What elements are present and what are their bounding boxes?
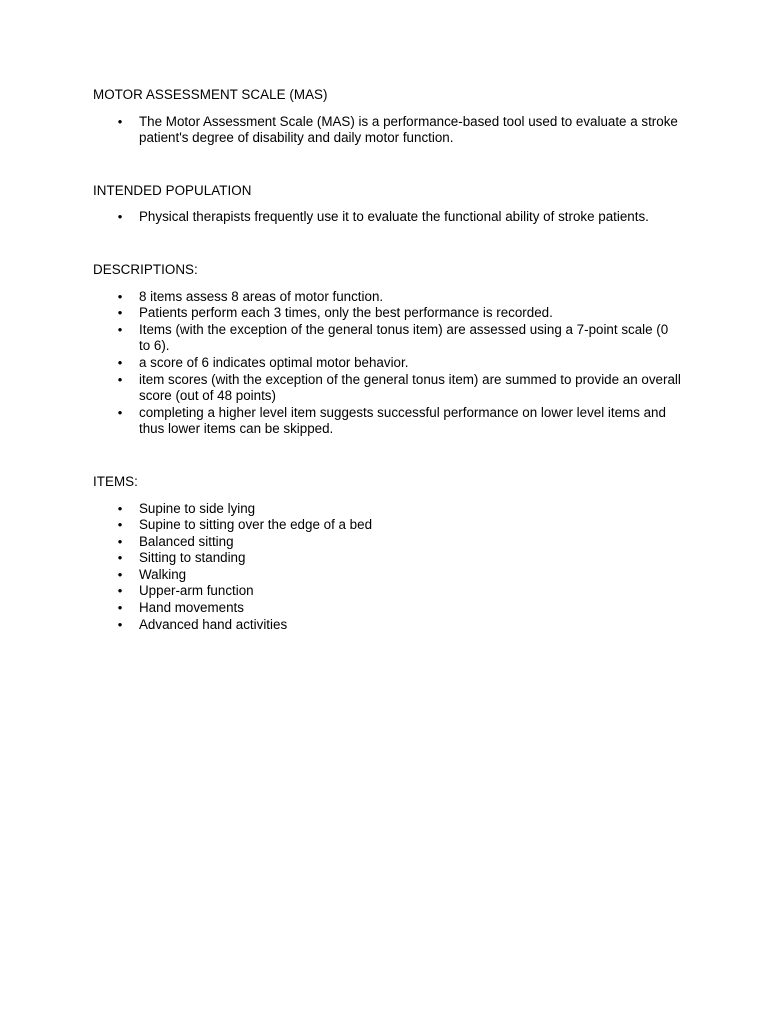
list-item — [93, 567, 683, 584]
list-item-text: Items (with the exception of the general tonus item) are assessed using a 7-point scale (0 to 6). — [139, 321, 669, 354]
section-spacer — [93, 226, 683, 262]
section-mas — [93, 87, 683, 147]
section-heading: DESCRIPTIONS: — [93, 261, 198, 277]
list-item — [93, 322, 683, 355]
bullet-icon: • — [117, 566, 123, 582]
list-item-text: Balanced sitting — [139, 533, 234, 549]
list-item — [93, 372, 683, 405]
list-item — [93, 405, 683, 438]
section-intended-population — [93, 183, 683, 226]
list-item — [93, 501, 683, 518]
list-item-text: Walking — [139, 566, 187, 582]
list-item-text: The Motor Assessment Scale (MAS) is a performance-based tool used to evaluate a stroke patient's degree of disability and daily motor function. — [139, 113, 678, 146]
bullet-icon: • — [117, 500, 123, 516]
section-heading: ITEMS: — [93, 473, 138, 489]
list-item-text: Hand movements — [139, 600, 244, 616]
bullet-icon: • — [117, 517, 123, 533]
bullet-icon: • — [117, 321, 123, 337]
bullet-icon: • — [117, 600, 123, 616]
list-item-text: Sitting to standing — [139, 550, 246, 566]
document-body — [93, 87, 683, 633]
bullet-list — [93, 209, 683, 226]
list-item-text: Patients perform each 3 times, only the best performance is recorded. — [139, 305, 553, 321]
list-item-text: Supine to side lying — [139, 500, 256, 516]
bullet-icon: • — [117, 616, 123, 632]
list-item — [93, 355, 683, 372]
list-item — [93, 550, 683, 567]
bullet-list — [93, 289, 683, 438]
section-heading: MOTOR ASSESSMENT SCALE (MAS) — [93, 87, 328, 102]
list-item — [93, 289, 683, 306]
bullet-icon: • — [117, 354, 123, 370]
list-item-text: a score of 6 indicates optimal motor behavior. — [139, 354, 409, 370]
list-item — [93, 583, 683, 600]
list-item — [93, 517, 683, 534]
section-spacer — [93, 438, 683, 474]
list-item-text: Advanced hand activities — [139, 616, 288, 632]
list-item — [93, 305, 683, 322]
section-descriptions — [93, 262, 683, 438]
section-heading: INTENDED POPULATION — [93, 182, 252, 198]
list-item-text: completing a higher level item suggests successful performance on lower level items and thus lower items can be skipped. — [139, 404, 666, 437]
list-item — [93, 600, 683, 617]
list-item — [93, 114, 683, 147]
bullet-icon: • — [117, 583, 123, 599]
bullet-list — [93, 114, 683, 147]
bullet-icon: • — [117, 209, 123, 225]
bullet-icon: • — [117, 288, 123, 304]
bullet-icon: • — [117, 371, 123, 387]
section-items — [93, 474, 683, 633]
list-item — [93, 617, 683, 634]
list-item — [93, 209, 683, 226]
section-spacer — [93, 147, 683, 183]
list-item-text: Physical therapists frequently use it to evaluate the functional ability of stroke patients. — [139, 209, 649, 225]
list-item-text: Supine to sitting over the edge of a bed — [139, 517, 373, 533]
bullet-list — [93, 501, 683, 634]
bullet-icon: • — [117, 305, 123, 321]
bullet-icon: • — [117, 113, 123, 129]
list-item — [93, 534, 683, 551]
bullet-icon: • — [117, 533, 123, 549]
bullet-icon: • — [117, 550, 123, 566]
bullet-icon: • — [117, 404, 123, 420]
list-item-text: 8 items assess 8 areas of motor function. — [139, 288, 384, 304]
list-item-text: item scores (with the exception of the general tonus item) are summed to provide an overall score (out of 48 points) — [139, 371, 681, 404]
list-item-text: Upper-arm function — [139, 583, 254, 599]
